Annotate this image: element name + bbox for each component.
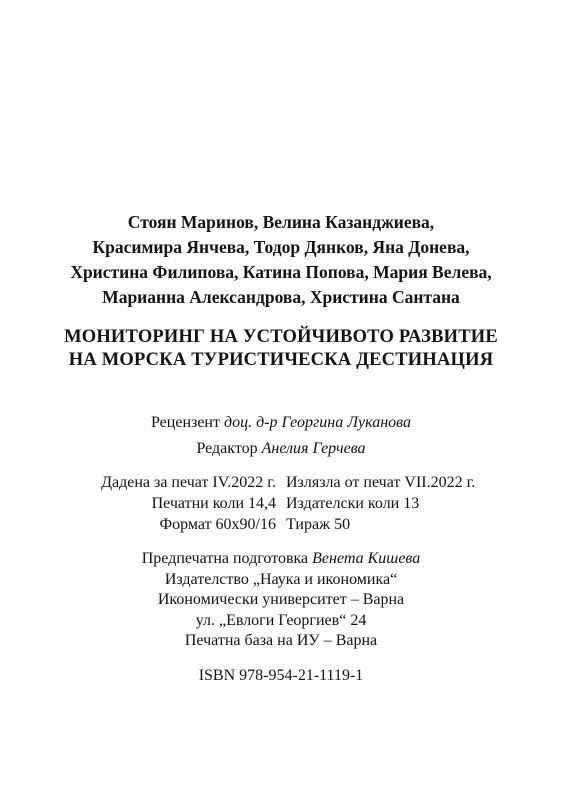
- spec-row: [0, 493, 562, 514]
- spec-row: [0, 472, 562, 493]
- spec-right: Тираж 50: [286, 516, 351, 533]
- publisher-line: Печатна база на ИУ – Варна: [184, 632, 378, 649]
- authors-line: Марианна Александрова, Христина Сантана: [102, 287, 460, 307]
- authors-line: Стоян Маринов, Велина Казанджиева,: [127, 212, 435, 232]
- publisher-line: ул. „Евлоги Георгиев“ 24: [195, 611, 367, 629]
- authors-block: [0, 210, 562, 310]
- publisher-block: [0, 549, 562, 652]
- prepress-credit: [0, 549, 562, 570]
- reviewer-credit: [0, 413, 562, 433]
- book-title: [0, 326, 562, 372]
- prepress-name: Венета Кишева: [312, 550, 421, 567]
- print-specs: [0, 472, 562, 535]
- spec-left: Печатни коли 14,4: [151, 495, 276, 512]
- editor-credit: [0, 439, 562, 459]
- editor-name: Анелия Герчева: [261, 440, 366, 457]
- publisher-line: Икономически университет – Варна: [157, 591, 405, 608]
- spec-right: Издателски коли 13: [286, 495, 420, 512]
- publisher-line: Издателство „Наука и икономика“: [164, 570, 398, 588]
- spec-left: Дадена за печат IV.2022 г.: [101, 474, 276, 491]
- isbn: ISBN 978-954-21-1119-1: [198, 667, 364, 684]
- authors-line: Христина Филипова, Катина Попова, Мария Велева,: [70, 262, 492, 282]
- spec-row: [0, 514, 562, 535]
- spec-right: Излязла от печат VII.2022 г.: [286, 474, 476, 491]
- prepress-label: Предпечатна подготовка: [141, 550, 309, 567]
- authors-line: Красимира Янчева, Тодор Дянков, Яна Донева,: [92, 237, 470, 257]
- spec-left: Формат 60x90/16: [159, 516, 276, 533]
- title-line: НА МОРСКА ТУРИСТИЧЕСКА ДЕСТИНАЦИЯ: [68, 350, 494, 370]
- title-line: МОНИТОРИНГ НА УСТОЙЧИВОТО РАЗВИТИЕ: [64, 327, 498, 347]
- editor-label: Редактор: [196, 440, 258, 457]
- reviewer-label: Рецензент: [150, 414, 220, 431]
- reviewer-name: доц. д-р Георгина Луканова: [223, 414, 411, 431]
